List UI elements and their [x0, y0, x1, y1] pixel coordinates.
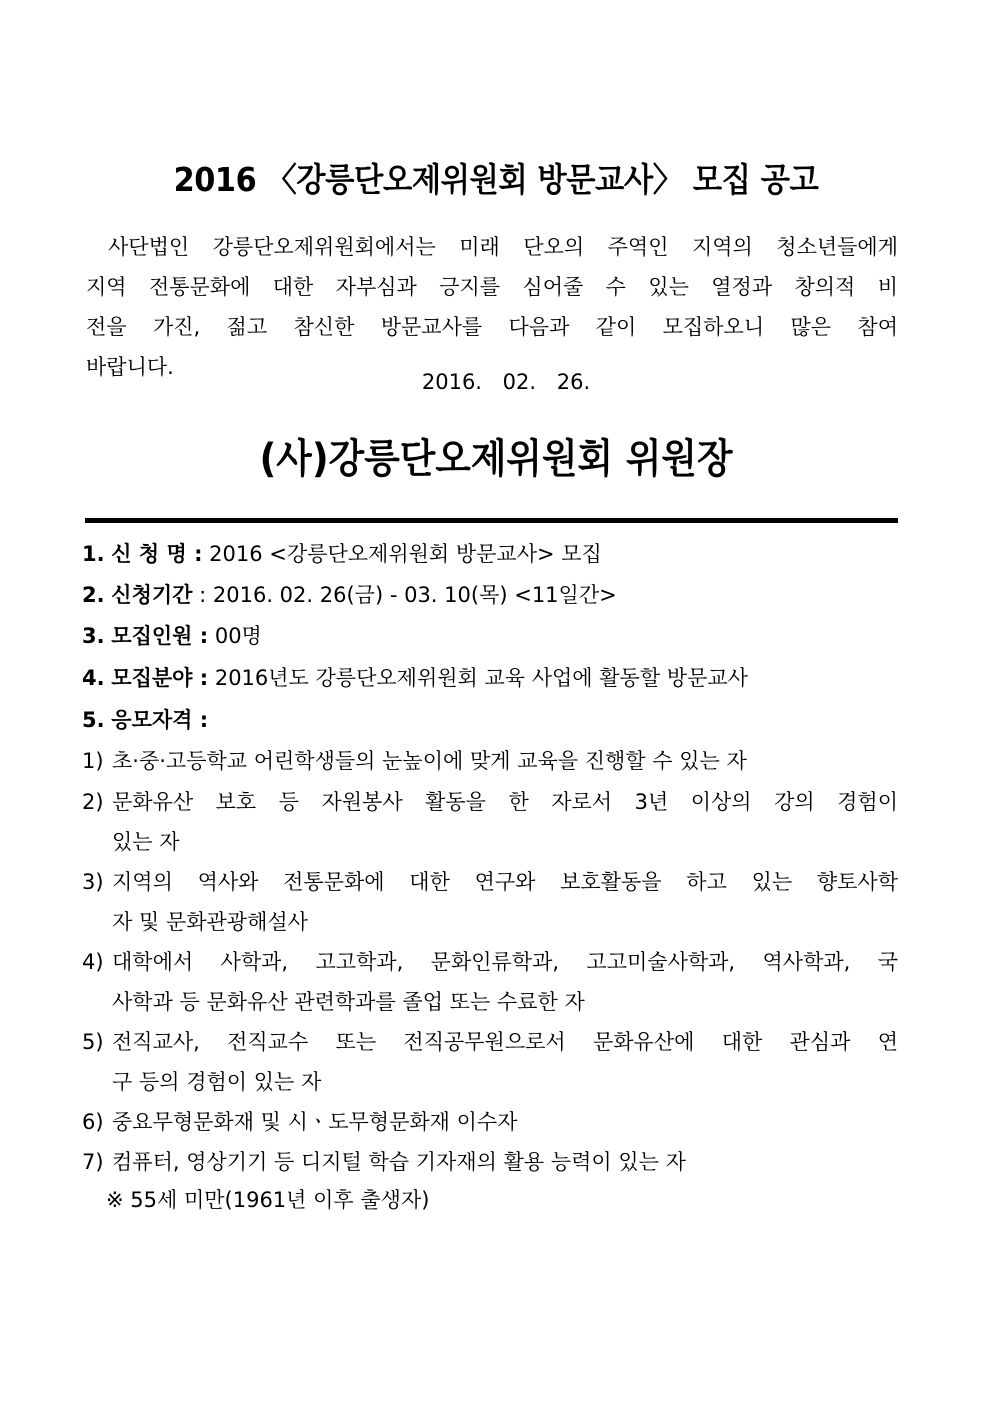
- intro-line: 바랍니다.: [86, 355, 174, 379]
- item-label: 신 청 명 :: [111, 542, 203, 566]
- qualification-text: 전직교사, 전직교수 또는 전직공무원으로서 문화유산에 대한 관심과 연: [112, 1030, 898, 1054]
- intro-paragraph: [86, 227, 898, 387]
- qualification-number: 7): [82, 1150, 104, 1174]
- announcement-date: 2016. 02. 26.: [421, 370, 591, 394]
- item-value: 2016 <강릉단오제위원회 방문교사> 모집: [209, 542, 602, 566]
- qualification-item: [82, 1024, 898, 1060]
- qualification-text: 대학에서 사학과, 고고학과, 문화인류학과, 고고미술사학과, 역사학과, 국: [112, 950, 898, 974]
- item-number: 1.: [82, 542, 105, 566]
- qualification-continuation: 구 등의 경험이 있는 자: [112, 1070, 322, 1094]
- qualification-continuation: 자 및 문화관광해설사: [112, 910, 308, 934]
- qualification-text: 중요무형문화재 및 시ㆍ도무형문화재 이수자: [112, 1110, 518, 1134]
- item-label: 신청기간: [111, 583, 193, 607]
- item-label: 모집인원 :: [111, 624, 209, 648]
- qualification-item: [82, 1104, 898, 1140]
- item-number: 2.: [82, 583, 105, 607]
- qualification-item: [82, 784, 898, 820]
- qualification-text: 문화유산 보호 등 자원봉사 활동을 한 자로서 3년 이상의 강의 경험이: [112, 790, 898, 814]
- qualification-item: [82, 1144, 898, 1180]
- qualification-number: 6): [82, 1110, 104, 1134]
- item-label: 모집분야 :: [111, 666, 209, 690]
- age-note: ※ 55세 미만(1961년 이후 출생자): [106, 1188, 430, 1212]
- item-qualifications: [82, 702, 208, 738]
- item-number: 4.: [82, 666, 105, 690]
- qualification-text: 컴퓨터, 영상기기 등 디지털 학습 기자재의 활용 능력이 있는 자: [112, 1150, 686, 1174]
- document-title: 2016 〈강릉단오제위원회 방문교사〉 모집 공고: [173, 160, 819, 199]
- organization-signature: (사)강릉단오제위원회 위원장: [259, 436, 733, 482]
- item-value: 00명: [214, 624, 262, 648]
- item-application-period: [82, 577, 617, 613]
- item-number: 5.: [82, 708, 105, 732]
- qualification-continuation: 사학과 등 문화유산 관련학과를 졸업 또는 수료한 자: [112, 990, 585, 1014]
- item-application-name: [82, 536, 602, 572]
- item-value: 2016년도 강릉단오제위원회 교육 사업에 활동할 방문교사: [214, 666, 748, 690]
- item-label: 응모자격 :: [111, 708, 209, 732]
- qualification-continuation: 있는 자: [112, 830, 180, 854]
- item-value: 2016. 02. 26(금) - 03. 10(목) <11일간>: [212, 583, 617, 607]
- section-divider: [85, 518, 898, 523]
- qualification-item: [82, 743, 898, 779]
- qualification-text: 초·중·고등학교 어린학생들의 눈높이에 맞게 교육을 진행할 수 있는 자: [112, 749, 747, 773]
- qualification-number: 4): [82, 950, 104, 974]
- item-number: 3.: [82, 624, 105, 648]
- item-colon: :: [199, 583, 207, 607]
- intro-line: 전을 가진, 젊고 참신한 방문교사를 다음과 같이 모집하오니 많은 참여: [86, 315, 898, 339]
- qualification-item: [82, 864, 898, 900]
- qualification-number: 3): [82, 870, 104, 894]
- item-recruit-field: [82, 660, 748, 696]
- intro-line: 사단법인 강릉단오제위원회에서는 미래 단오의 주역인 지역의 청소년들에게: [108, 235, 898, 259]
- qualification-text: 지역의 역사와 전통문화에 대한 연구와 보호활동을 하고 있는 향토사학: [112, 870, 898, 894]
- item-recruit-count: [82, 618, 262, 654]
- qualification-number: 5): [82, 1030, 104, 1054]
- qualification-item: [82, 944, 898, 980]
- qualification-number: 2): [82, 790, 104, 814]
- intro-line: 지역 전통문화에 대한 자부심과 긍지를 심어줄 수 있는 열정과 창의적 비: [86, 275, 898, 299]
- qualification-number: 1): [82, 749, 104, 773]
